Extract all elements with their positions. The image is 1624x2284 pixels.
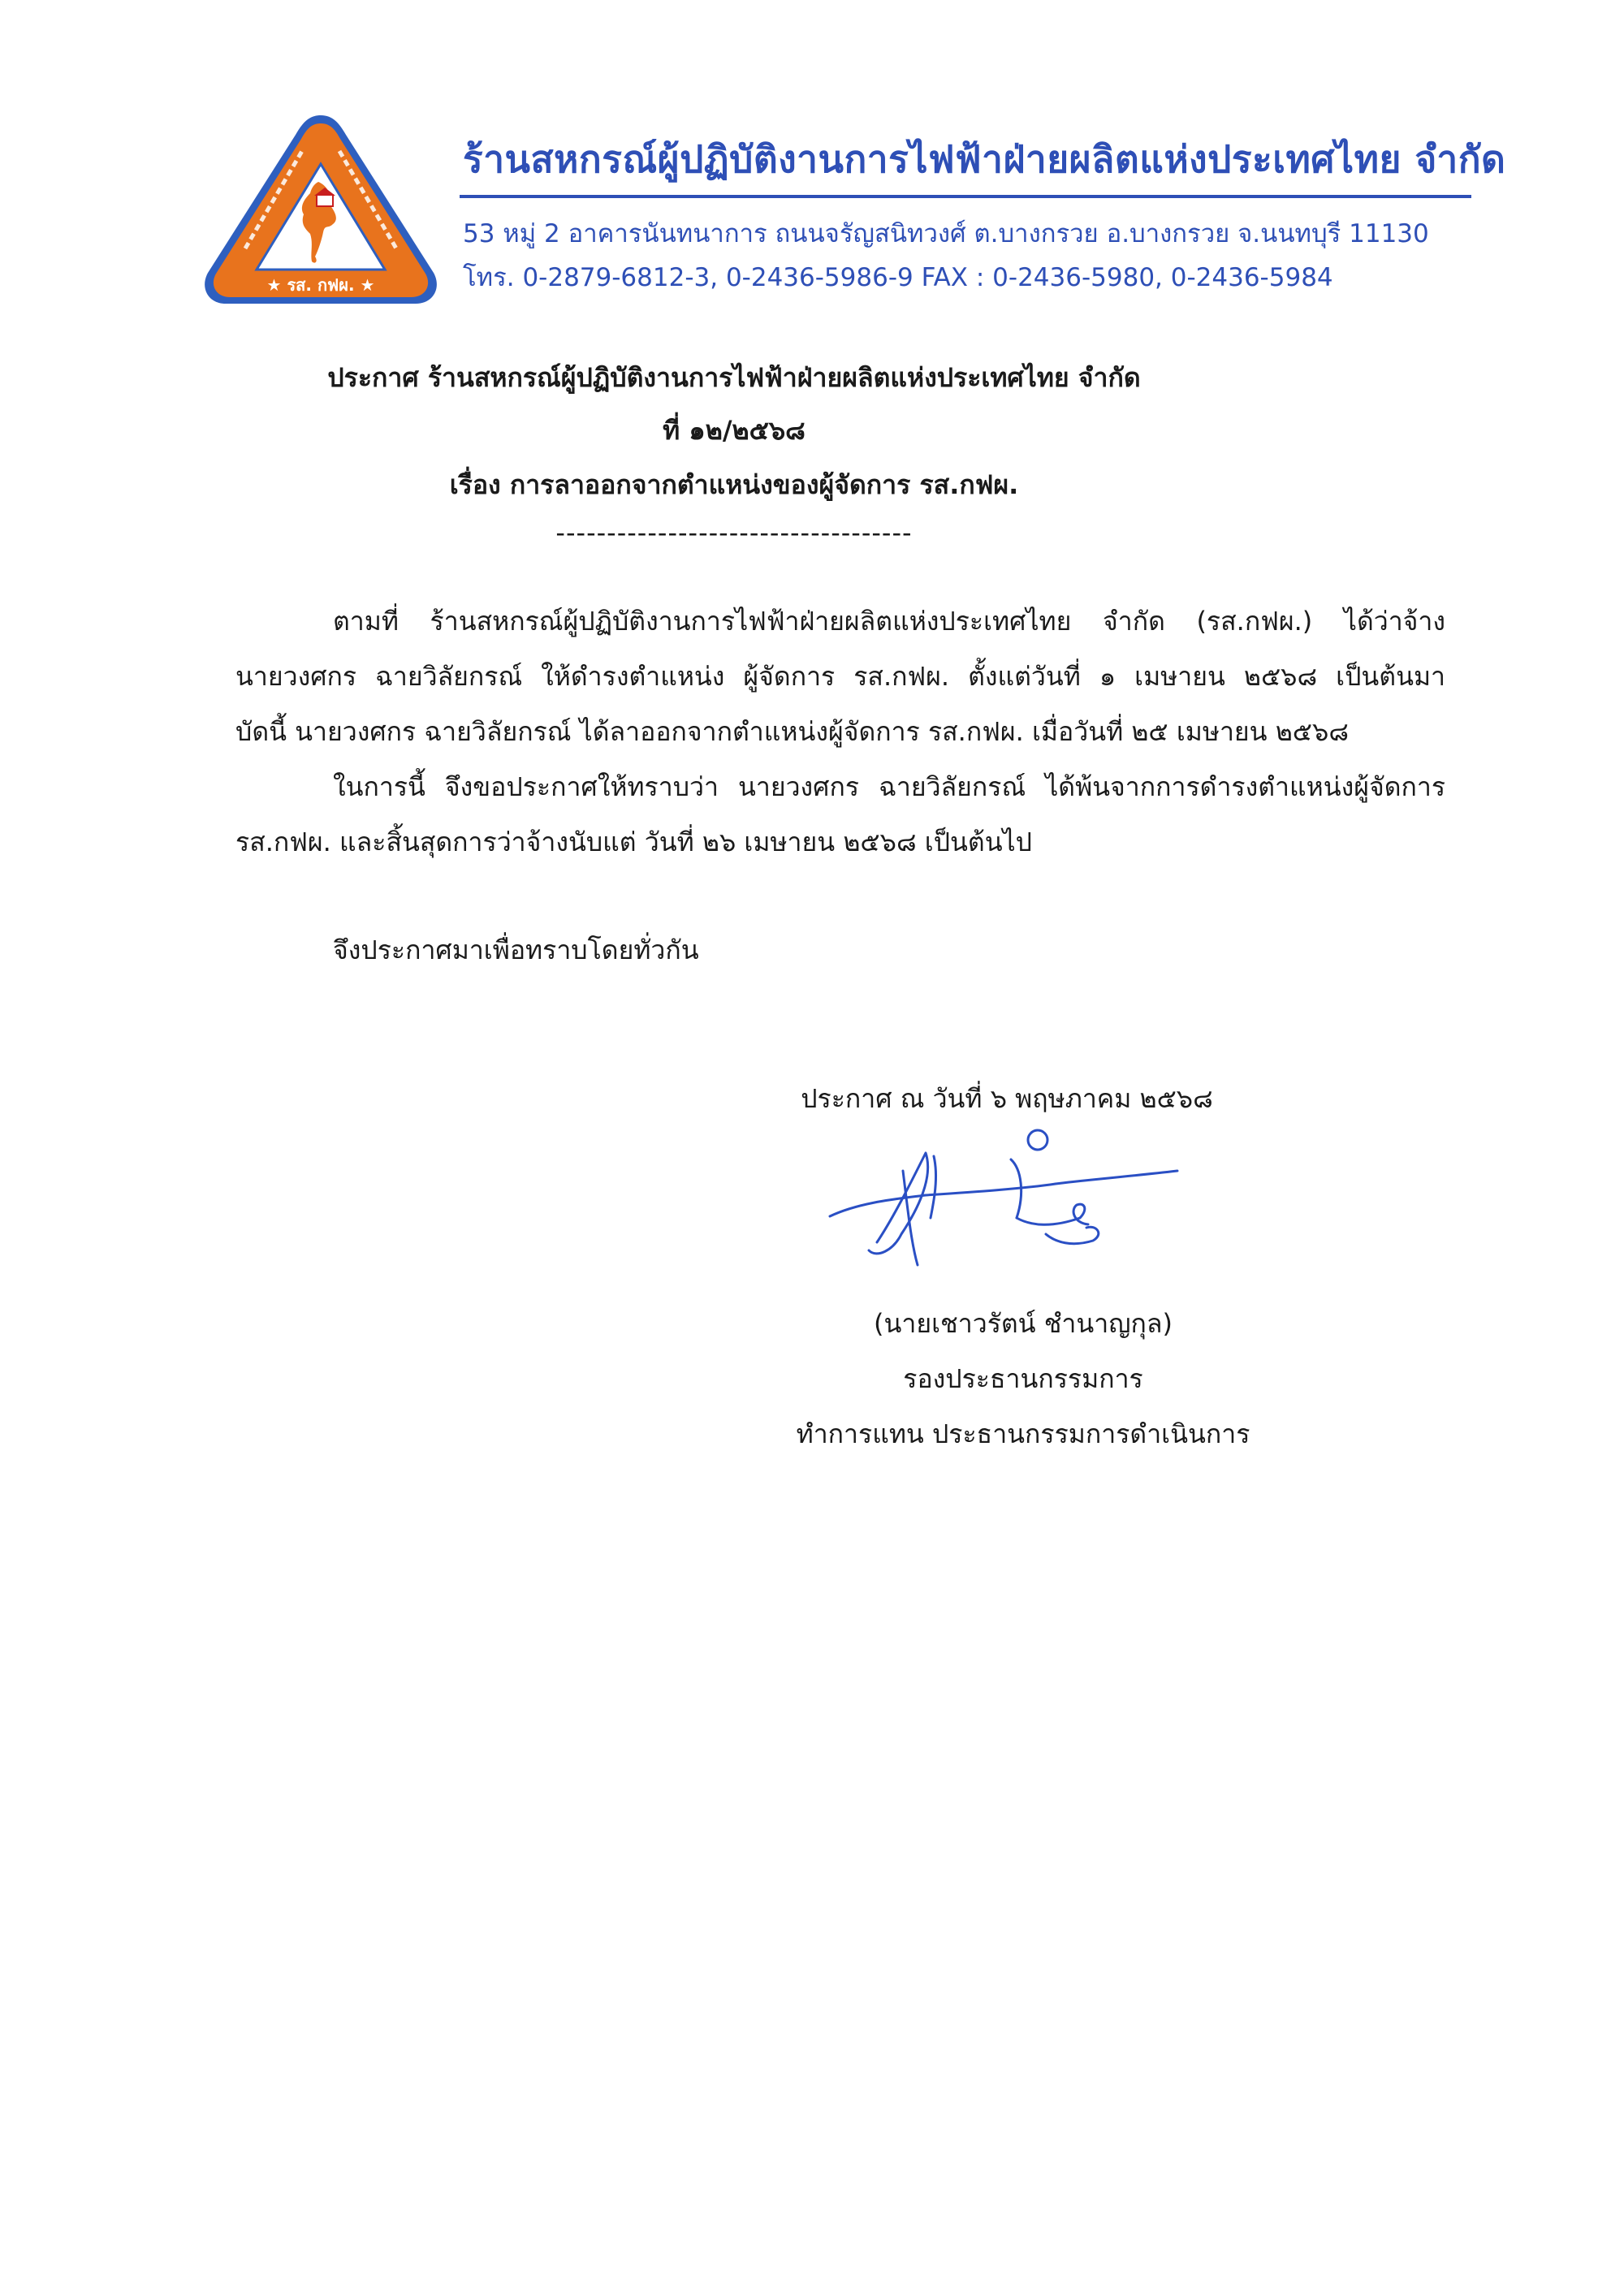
letterhead-rule: [460, 195, 1471, 198]
signatory-position: รองประธานกรรมการ: [903, 1363, 1143, 1394]
heading-divider: -----------------------------------: [555, 517, 913, 548]
paragraph-1-line-1: ตามที่ ร้านสหกรณ์ผู้ปฏิบัติงานการไฟฟ้าฝ่ายผลิตแห่งประเทศไทย จำกัด (รส.กฟผ.) ได้ว่าจ้าง: [333, 606, 1445, 637]
signatory-name: (นายเชาวรัตน์ ชำนาญกุล): [874, 1308, 1173, 1339]
handwritten-signature-icon: [812, 1120, 1194, 1283]
announcement-date: ประกาศ ณ วันที่ ๖ พฤษภาคม ๒๕๖๘: [801, 1083, 1213, 1114]
closing-statement: จึงประกาศมาเพื่อทราบโดยทั่วกัน: [333, 935, 699, 965]
svg-text:★ รส. กฟผ. ★: ★ รส. กฟผ. ★: [266, 275, 375, 295]
organization-name: ร้านสหกรณ์ผู้ปฏิบัติงานการไฟฟ้าฝ่ายผลิตแห่งประเทศไทย จำกัด: [463, 137, 1506, 181]
paragraph-1-line-2: นายวงศกร ฉายวิลัยกรณ์ ให้ดำรงตำแหน่ง ผู้จัดการ รส.กฟผ. ตั้งแต่วันที่ ๑ เมษายน ๒๕๖๘ เป็นต้นมา: [235, 661, 1445, 692]
organization-address: 53 หมู่ 2 อาคารนันทนาการ ถนนจรัญสนิทวงศ์ ต.บางกรวย อ.บางกรวย จ.นนทบุรี 11130: [463, 219, 1429, 248]
paragraph-2-line-1: ในการนี้ จึงขอประกาศให้ทราบว่า นายวงศกร ฉายวิลัยกรณ์ ได้พ้นจากการดำรงตำแหน่งผู้จัดการ: [333, 771, 1445, 802]
organization-phone-fax: โทร. 0-2879-6812-3, 0-2436-5986-9 FAX : 0-2436-5980, 0-2436-5984: [463, 263, 1333, 292]
paragraph-2-line-2: รส.กฟผ. และสิ้นสุดการว่าจ้างนับแต่ วันที่ ๒๖ เมษายน ๒๕๖๘ เป็นต้นไป: [235, 827, 1032, 857]
announcement-title: ประกาศ ร้านสหกรณ์ผู้ปฏิบัติงานการไฟฟ้าฝ่ายผลิตแห่งประเทศไทย จำกัด: [327, 362, 1141, 393]
cooperative-logo-icon: [197, 110, 445, 308]
announcement-number: ที่ ๑๒/๒๕๖๘: [663, 415, 806, 446]
signatory-acting-position: ทำการแทน ประธานกรรมการดำเนินการ: [796, 1418, 1250, 1449]
announcement-subject: เรื่อง การลาออกจากตำแหน่งของผู้จัดการ รส.กฟผ.: [449, 469, 1019, 500]
paragraph-1-line-3: บัดนี้ นายวงศกร ฉายวิลัยกรณ์ ได้ลาออกจากตำแหน่งผู้จัดการ รส.กฟผ. เมื่อวันที่ ๒๕ เมษายน ๒๕๖๘: [235, 716, 1350, 747]
